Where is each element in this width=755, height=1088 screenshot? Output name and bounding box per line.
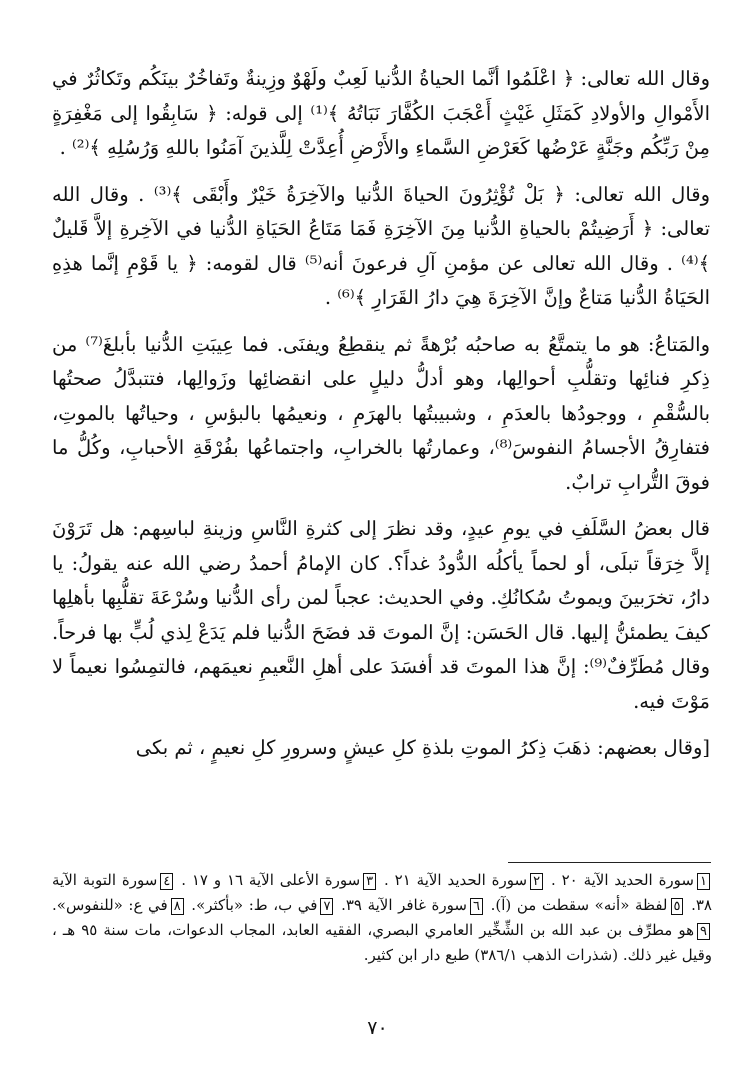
footnote-item [52,896,186,914]
footnote-item [384,871,545,889]
footnote-number: ٨ [171,898,184,915]
footnote-text: في ب، ط: «بأكثر». [191,896,318,914]
footnote-text: سورة التوبة الآية ٣٨. [52,871,712,914]
footnotes [52,868,712,968]
footnote-item [551,871,712,889]
footnote-number: ٦ [470,898,483,915]
footnote-item [491,896,686,914]
footnote-number: ٣ [363,873,376,890]
paragraph: والمَتاعُ: هو ما يتمتَّعُ به صاحبُه بُرْهةً ثم ينقطِعُ ويفنَى. فما عِيبَتِ الدُّنيا بأبلغَ⁽⁷⁾ من ذِكرِ فنائِها وتقلُّبِ أحوالِها، وهو أدلُّ دليلٍ على انقضائِها وزَوالِها، فتتبدَّلُ صحتُها بالسُّقْمِ ، ووجودُها بالعدَمِ ، وشبيبتُها بالهرَمِ ، ونعيمُها بالبؤسِ ، وحياتُها بالموتِ، فتفارِقُ الأجسامُ النفوسَ⁽⁸⁾، وعمارتُها بالخرابِ، واجتماعُها بفُرْقَةِ الأحبابِ، وكُلُّ ما فوقَ التُّرابِ ترابٌ. [52,332,711,494]
main-text [52,62,710,778]
footnote-divider [508,862,711,863]
footnote-item [341,896,485,914]
footnote-block [52,868,712,968]
paragraph: وقال الله تعالى: ﴿ اعْلَمُوا أنَّما الحياةُ الدُّنيا لَعِبٌ ولَهْوٌ وزِينةٌ وتَفاخُرٌ بينَكُم وتَكاثُرٌ في الأَمْوالِ والأولادِ كَمَثَلِ غَيْثٍ أَعْجَبَ الكُفَّارَ نَبَاتُهُ ﴾⁽¹⁾ إلى قوله: ﴿ سَابِقُوا إلى مَغْفِرَةٍ مِنْ رَبِّكُم وجَنَّةٍ عَرْضُها كَعَرْضِ السَّماءِ والأَرْضِ أُعِدَّتْ لِلَّذينَ آمَنُوا باللهِ وَرُسُلِهِ ﴾⁽²⁾ . [52,67,710,159]
paragraph: [وقال بعضهم: ذهَبَ ذِكرُ الموتِ بلذةِ كلِ عيشٍ وسرورِ كلِ نعيمٍ ، ثم بكى [135,736,710,759]
footnote-text: سورة الحديد الآية ٢٠ . [550,871,694,889]
footnote-number: ٩ [697,923,710,940]
footnote-number: ٤ [160,873,173,890]
footnote-text: سورة غافر الآية ٣٩. [341,896,467,914]
page-number: ٧٠ [367,1017,388,1039]
footnote-text: لفظة «أنه» سقطت من (آ). [490,896,668,914]
footnote-text: سورة الحديد الآية ٢١ . [384,871,528,889]
footnote-item [191,896,335,914]
footnote-text: في ع: «للنفوس». [52,896,168,914]
footnote-number: ٧ [320,898,333,915]
paragraph: قال بعضُ السَّلَفِ في يومِ عيدٍ، وقد نظرَ إلى كثرةِ النَّاسِ وزينةِ لباسِهم: هل تَرَوْنَ إلاَّ خِرَقاً تبلَى، أو لحماً يأكلُه الدُّودُ غداً؟. كان الإمامُ أحمدُ رضي الله عنه يقولُ: يا دارُ، تخرَبينَ ويموتُ سُكانُكِ. وفي الحديث: عجباً لمن رأى الدُّنيا وسُرْعَةَ تقلُّبِها بأهلِها كيفَ يطمئنُّ إليها. قال الحَسَن: إنَّ الموتَ قد فضَحَ الدُّنيا فلم يَدَعْ لِذي لُبٍّ بها فرحاً. وقال مُطَرِّفٌ⁽⁹⁾: إنَّ هذا الموتَ قد أفسَدَ على أهلِ النَّعيمِ نعيمَهم، فالتمِسُوا نعيماً لا مَوْتَ فيه. [52,517,710,713]
footnote-number: ٥ [671,898,684,915]
paragraph: وقال الله تعالى: ﴿ بَلْ تُؤْثِرُونَ الحياةَ الدُّنيا والآخِرَةُ خَيْرٌ وأَبْقَى ﴾⁽³⁾ . وقال الله تعالى: ﴿ أَرَضِيتُمْ بالحياةِ الدُّنيا مِنَ الآخِرَةِ فَمَا مَتَاعُ الحَيَاةِ الدُّنيا في الآخِرةِ إلاَّ قَليلٌ ﴾⁽⁴⁾ . وقال الله تعالى عن مؤمنِ آلِ فرعونَ أنه⁽⁵⁾ قال لقومه: ﴿ يا قَوْمِ إنَّما هذِهِ الحَيَاةُ الدُّنيا مَتاعٌ وإنَّ الآخِرَةَ هِيَ دارُ القَرَارِ ﴾⁽⁶⁾ . [52,182,711,309]
footnote-number: ١ [697,873,710,890]
footnote-number: ٢ [530,873,543,890]
footnote-item [52,921,712,964]
footnote-item [181,871,378,889]
footnote-text: سورة الأعلى الآية ١٦ و ١٧ . [181,871,361,889]
footnote-text: هو مطرِّف بن عبد الله بن الشِّخِّير العامري البصري، الفقيه العابد، المجاب الدعوات، مات سنة ٩٥ هـ ، وقيل غير ذلك. (شذرات الذهب ٣٨٦/١) طبع دار ابن كثير. [52,921,712,964]
